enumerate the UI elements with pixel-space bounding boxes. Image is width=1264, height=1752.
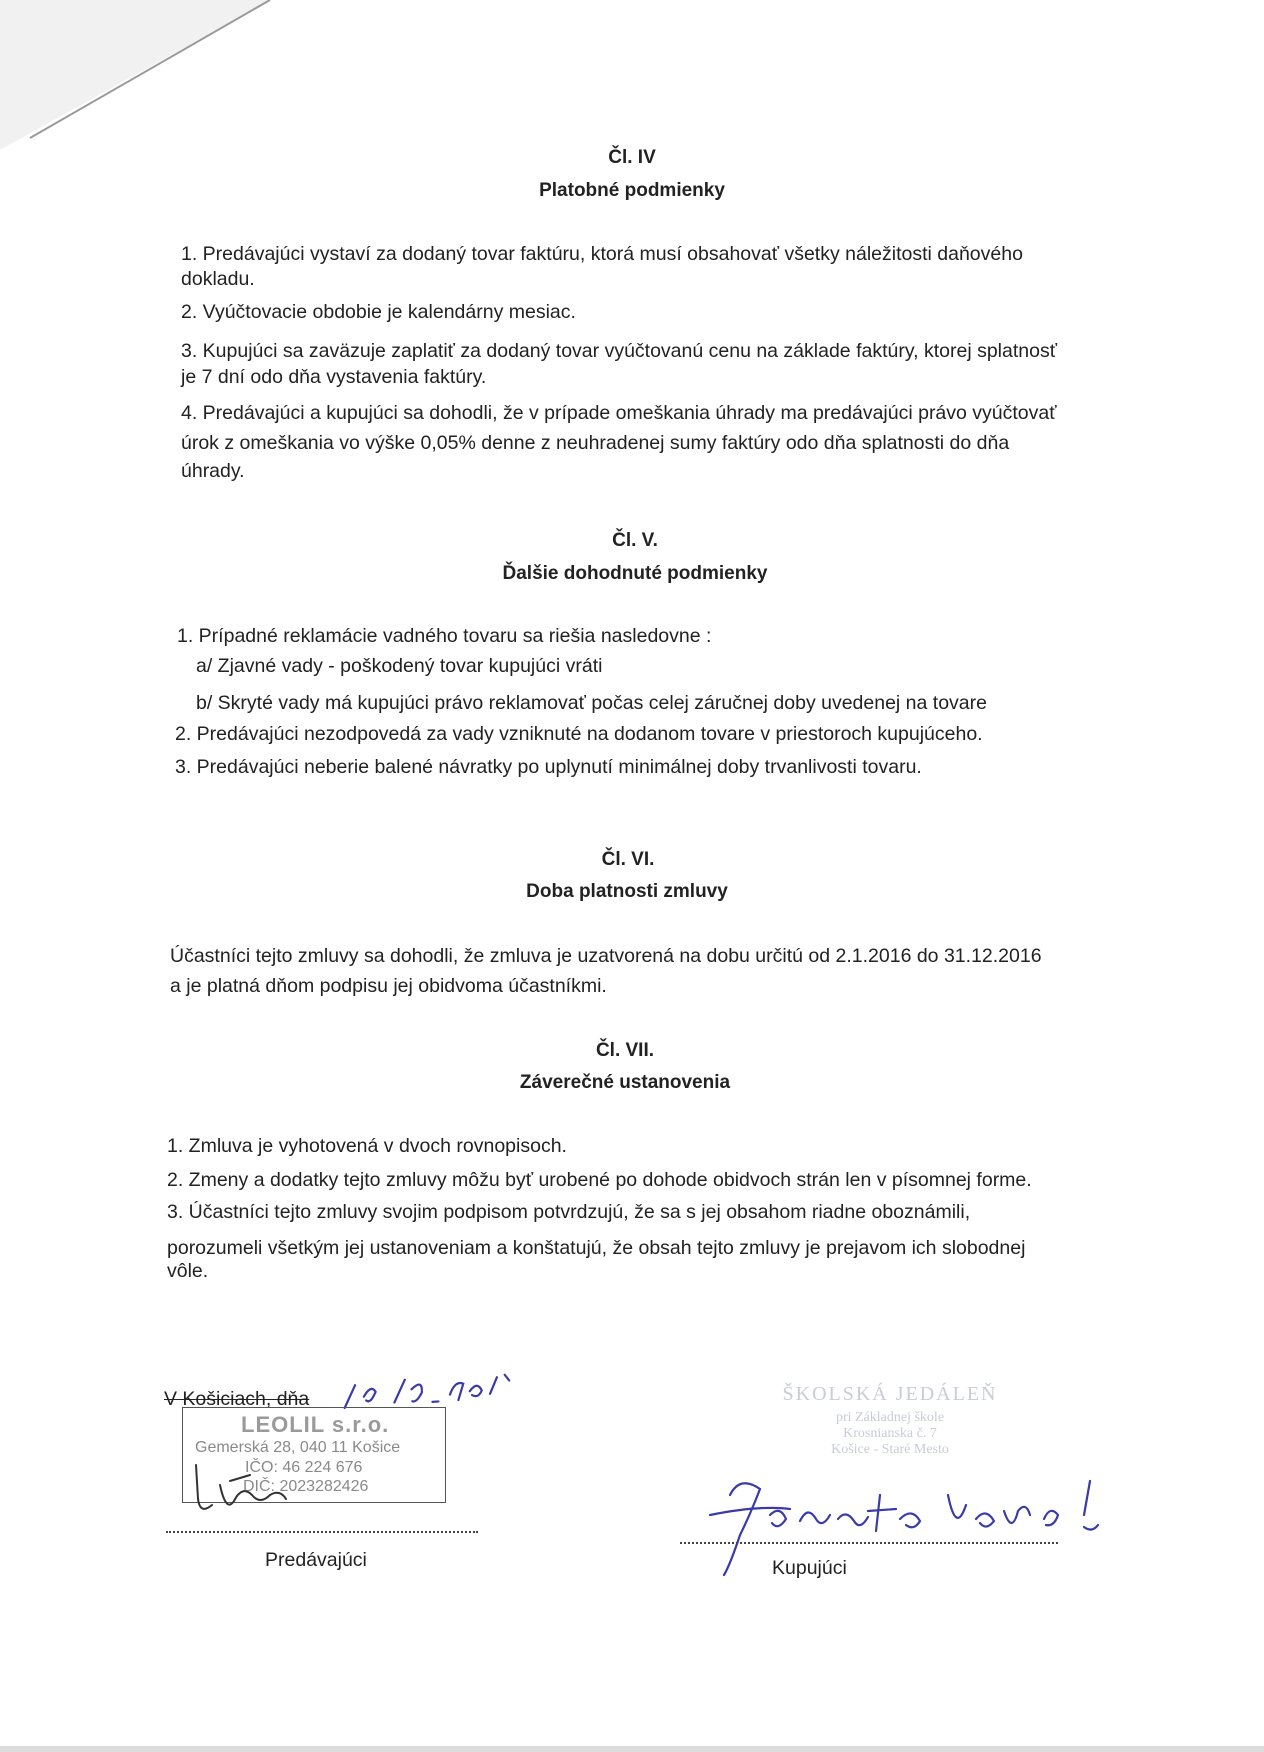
buyer-stamp-line4: Košice - Staré Mesto [831, 1442, 949, 1457]
seller-stamp-ico: IČO: 46 224 676 [245, 1459, 363, 1476]
section7-line: 1. Zmluva je vyhotovená v dvoch rovnopisoch. [167, 1135, 567, 1157]
section5-line: 1. Prípadné reklamácie vadného tovaru sa riešia nasledovne : [177, 625, 712, 647]
section7-line: vôle. [167, 1260, 209, 1282]
seller-label: Predávajúci [265, 1549, 367, 1571]
section5-line: b/ Skryté vady má kupujúci právo reklamovať počas celej záručnej doby uvedenej na tovare [196, 692, 987, 714]
buyer-signature [700, 1475, 1130, 1585]
place-date-label: V Košiciach, dňa [164, 1388, 310, 1410]
section6-number: Čl. VI. [601, 849, 655, 870]
scan-bottom-edge [0, 1746, 1264, 1752]
section6-line: a je platná dňom podpisu jej obidvoma účastníkmi. [170, 975, 607, 997]
section7-line: 3. Účastníci tejto zmluvy svojim podpisom potvrdzujú, že sa s jej obsahom riadne oboznámili, [167, 1201, 971, 1223]
section7-title: Záverečné ustanovenia [519, 1072, 731, 1093]
seller-signature-line [166, 1531, 478, 1533]
section5-line: a/ Zjavné vady - poškodený tovar kupujúci vráti [196, 655, 603, 677]
buyer-stamp-line3: Krosnianska č. 7 [843, 1426, 937, 1441]
seller-stamp-dic: DIČ: 2023282426 [243, 1478, 369, 1495]
section7-number: Čl. VII. [595, 1040, 655, 1061]
section4-line: 1. Predávajúci vystaví za dodaný tovar faktúru, ktorá musí obsahovať všetky náležitosti daňového [181, 243, 1023, 265]
section4-line: úhrady. [181, 460, 245, 482]
section5-title: Ďalšie dohodnuté podmienky [502, 563, 768, 584]
section4-line: je 7 dní odo dňa vystavenia faktúry. [181, 366, 487, 388]
buyer-signature-line [680, 1542, 1058, 1544]
buyer-label: Kupujúci [772, 1557, 847, 1579]
section5-number: Čl. V. [612, 530, 658, 551]
seller-stamp-address: Gemerská 28, 040 11 Košice [195, 1439, 401, 1456]
section5-line: 3. Predávajúci neberie balené návratky po uplynutí minimálnej doby trvanlivosti tovaru. [175, 756, 922, 778]
section7-line: 2. Zmeny a dodatky tejto zmluvy môžu byť urobené po dohode obidvoch strán len v písomnej forme. [167, 1169, 1032, 1191]
seller-signature [190, 1455, 340, 1525]
buyer-stamp-line2: pri Základnej škole [835, 1410, 945, 1425]
buyer-stamp [770, 1383, 1010, 1458]
section4-line: dokladu. [181, 268, 255, 290]
section4-line: úrok z omeškania vo výške 0,05% denne z neuhradenej sumy faktúry odo dňa splatnosti do dňa [181, 432, 1010, 454]
section4-title: Platobné podmienky [539, 180, 725, 201]
section4-line: 3. Kupujúci sa zaväzuje zaplatiť za dodaný tovar vyúčtovanú cenu na základe faktúry, ktorej splatnosť [181, 340, 1058, 362]
section6-title: Doba platnosti zmluvy [526, 881, 728, 902]
scan-corner-fold [0, 0, 300, 160]
buyer-stamp-line1: ŠKOLSKÁ JEDÁLEŇ [782, 1383, 998, 1405]
section4-line: 2. Vyúčtovacie obdobie je kalendárny mesiac. [181, 301, 576, 323]
section4-line: 4. Predávajúci a kupujúci sa dohodli, že v prípade omeškania úhrady ma predávajúci právo vyúčtovať [181, 402, 1057, 424]
section6-line: Účastníci tejto zmluvy sa dohodli, že zmluva je uzatvorená na dobu určitú od 2.1.2016 do 31.12.2016 [170, 945, 1042, 967]
seller-stamp-name: LEOLIL s.r.o. [241, 1412, 390, 1437]
section5-line: 2. Predávajúci nezodpovedá za vady vzniknuté na dodanom tovare v priestoroch kupujúceho. [175, 723, 983, 745]
section7-line: porozumeli všetkým jej ustanoveniam a konštatujú, že obsah tejto zmluvy je prejavom ich slobodnej [167, 1237, 1026, 1259]
section4-number: Čl. IV [608, 147, 656, 168]
